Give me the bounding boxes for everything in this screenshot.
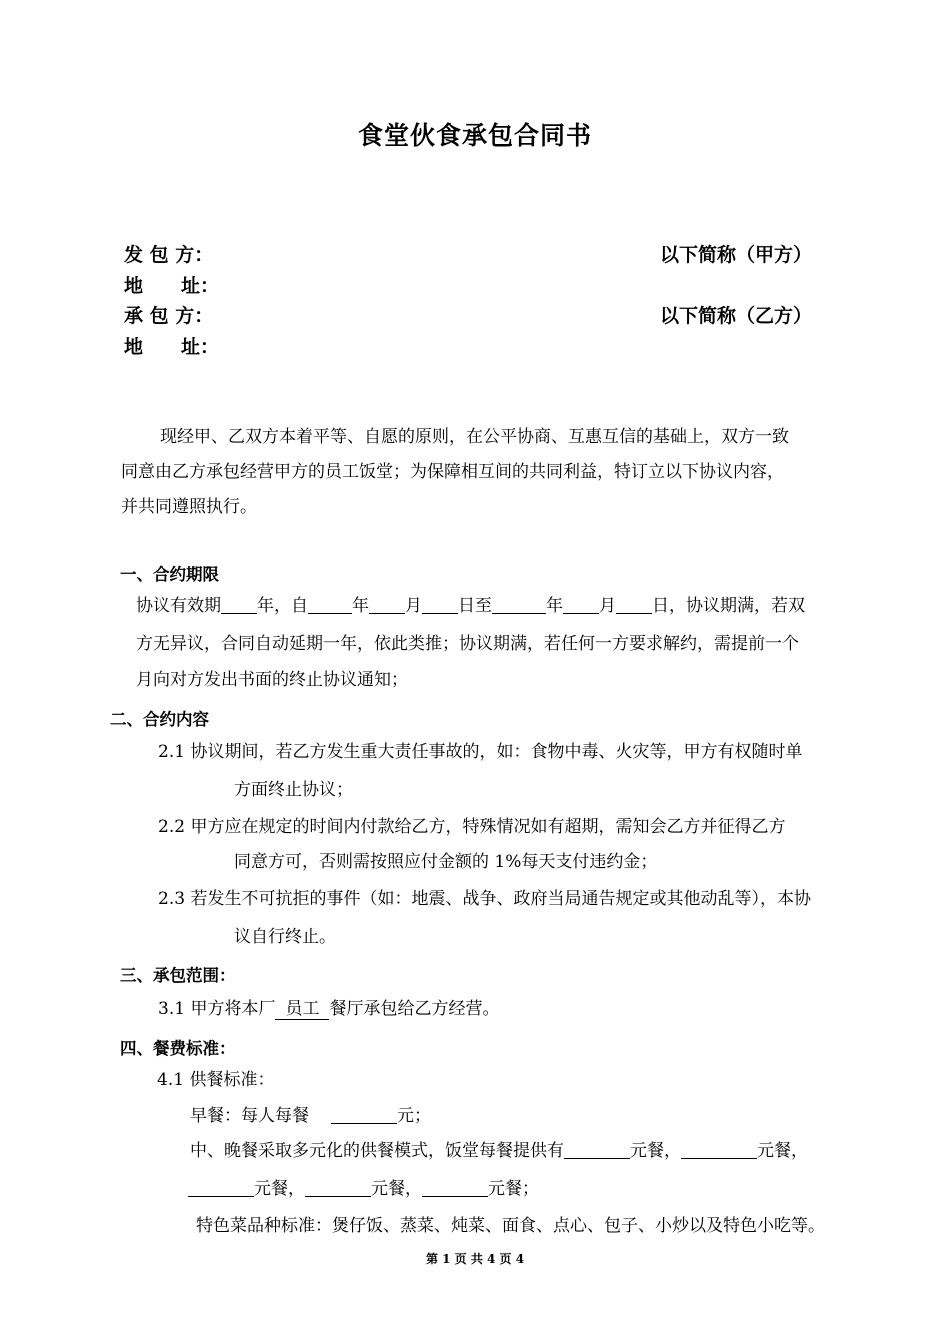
blank-meal-price-2[interactable] bbox=[681, 1140, 757, 1159]
intro-line-1: 现经甲、乙双方本着平等、自愿的原则，在公平协商、互惠互信的基础上，双方一致 bbox=[160, 427, 789, 447]
clause-3-1-prefix: 3.1 甲方将本厂 bbox=[158, 999, 276, 1019]
party-b-label: 承 包 方： bbox=[124, 305, 214, 327]
term-line-2: 方无异议，合同自动延期一年，依此类推；协议期满，若任何一方要求解约，需提前一个 bbox=[136, 634, 799, 654]
party-a-alias: 以下简称（甲方） bbox=[660, 244, 813, 266]
section-3-heading: 三、承包范围： bbox=[120, 966, 236, 985]
clause-2-2-line-1: 2.2 甲方应在规定的时间内付款给乙方，特殊情况如有超期，需知会乙方并征得乙方 bbox=[158, 817, 786, 837]
clause-2-2-line-2: 同意方可，否则需按照应付金额的 1%每天支付违约金； bbox=[234, 852, 658, 872]
blank-end-month[interactable] bbox=[563, 595, 599, 614]
clause-2-1-line-2: 方面终止协议； bbox=[234, 780, 353, 800]
breakfast-prefix: 早餐：每人每餐 bbox=[190, 1106, 309, 1126]
address-a-label: 地 址： bbox=[124, 275, 220, 297]
blank-meal-price-1[interactable] bbox=[564, 1140, 630, 1159]
document-title: 食堂伙食承包合同书 bbox=[357, 121, 592, 150]
term-text: 年 bbox=[546, 596, 563, 616]
intro-line-3: 并共同遵照执行。 bbox=[121, 497, 257, 517]
section-1-heading: 一、合约期限 bbox=[120, 565, 219, 584]
clause-2-1-line-1: 2.1 协议期间，若乙方发生重大责任事故的，如：食物中毒、火灾等，甲方有权随时单 bbox=[158, 742, 803, 762]
blank-breakfast-price[interactable] bbox=[331, 1105, 397, 1124]
term-text: 年，自 bbox=[257, 596, 308, 616]
clause-3-1-suffix: 餐厅承包给乙方经营。 bbox=[329, 999, 500, 1019]
blank-end-year[interactable] bbox=[492, 595, 546, 614]
scope-fill-value[interactable]: 员工 bbox=[275, 999, 329, 1020]
clause-2-3-line-2: 议自行终止。 bbox=[234, 927, 336, 947]
blank-start-year[interactable] bbox=[308, 595, 352, 614]
term-text: 月 bbox=[405, 596, 422, 616]
blank-start-month[interactable] bbox=[369, 595, 405, 614]
term-text: 月 bbox=[599, 596, 616, 616]
breakfast-suffix: 元； bbox=[397, 1106, 431, 1126]
party-a-label: 发 包 方： bbox=[124, 244, 214, 266]
term-text: 日，协议期满，若双 bbox=[652, 596, 805, 616]
page-footer: 第 1 页 共 4 页 4 bbox=[425, 1252, 525, 1266]
breakfast-line bbox=[190, 1097, 431, 1135]
meal-unit: 元餐， bbox=[757, 1141, 808, 1161]
term-text: 年 bbox=[352, 596, 369, 616]
blank-meal-price-3[interactable] bbox=[188, 1178, 254, 1197]
blank-end-day[interactable] bbox=[616, 595, 652, 614]
section-4-heading: 四、餐费标准： bbox=[120, 1039, 236, 1058]
clause-2-3-line-1: 2.3 若发生不可抗拒的事件（如：地震、战争、政府当局通告规定或其他动乱等），本协 bbox=[158, 889, 811, 909]
meal-unit: 元餐， bbox=[254, 1179, 305, 1199]
meal-unit: 元餐， bbox=[630, 1141, 681, 1161]
blank-meal-price-4[interactable] bbox=[305, 1178, 371, 1197]
term-text: 协议有效期 bbox=[136, 596, 221, 616]
section-2-heading: 二、合约内容 bbox=[110, 710, 209, 729]
blank-meal-price-5[interactable] bbox=[422, 1178, 488, 1197]
intro-line-2: 同意由乙方承包经营甲方的员工饭堂；为保障相互间的共同利益，特订立以下协议内容， bbox=[121, 462, 784, 482]
term-text: 日至 bbox=[458, 596, 492, 616]
special-dishes-line: 特色菜品种标准：煲仔饭、蒸菜、炖菜、面食、点心、包子、小炒以及特色小吃等。 bbox=[196, 1216, 825, 1236]
term-line-1 bbox=[136, 587, 805, 625]
address-b-label: 地 址： bbox=[124, 336, 220, 358]
clause-4-1: 4.1 供餐标准： bbox=[157, 1070, 275, 1090]
term-line-3: 月向对方发出书面的终止协议通知； bbox=[136, 670, 408, 690]
meal-unit: 元餐， bbox=[371, 1179, 422, 1199]
lunch-prefix: 中、晚餐采取多元化的供餐模式，饭堂每餐提供有 bbox=[190, 1141, 564, 1161]
blank-years[interactable] bbox=[221, 595, 257, 614]
blank-start-day[interactable] bbox=[422, 595, 458, 614]
party-b-alias: 以下简称（乙方） bbox=[660, 305, 813, 327]
meal-unit: 元餐； bbox=[488, 1179, 539, 1199]
lunch-line-1 bbox=[190, 1132, 808, 1170]
lunch-line-2 bbox=[188, 1170, 539, 1208]
clause-3-1 bbox=[158, 990, 499, 1028]
